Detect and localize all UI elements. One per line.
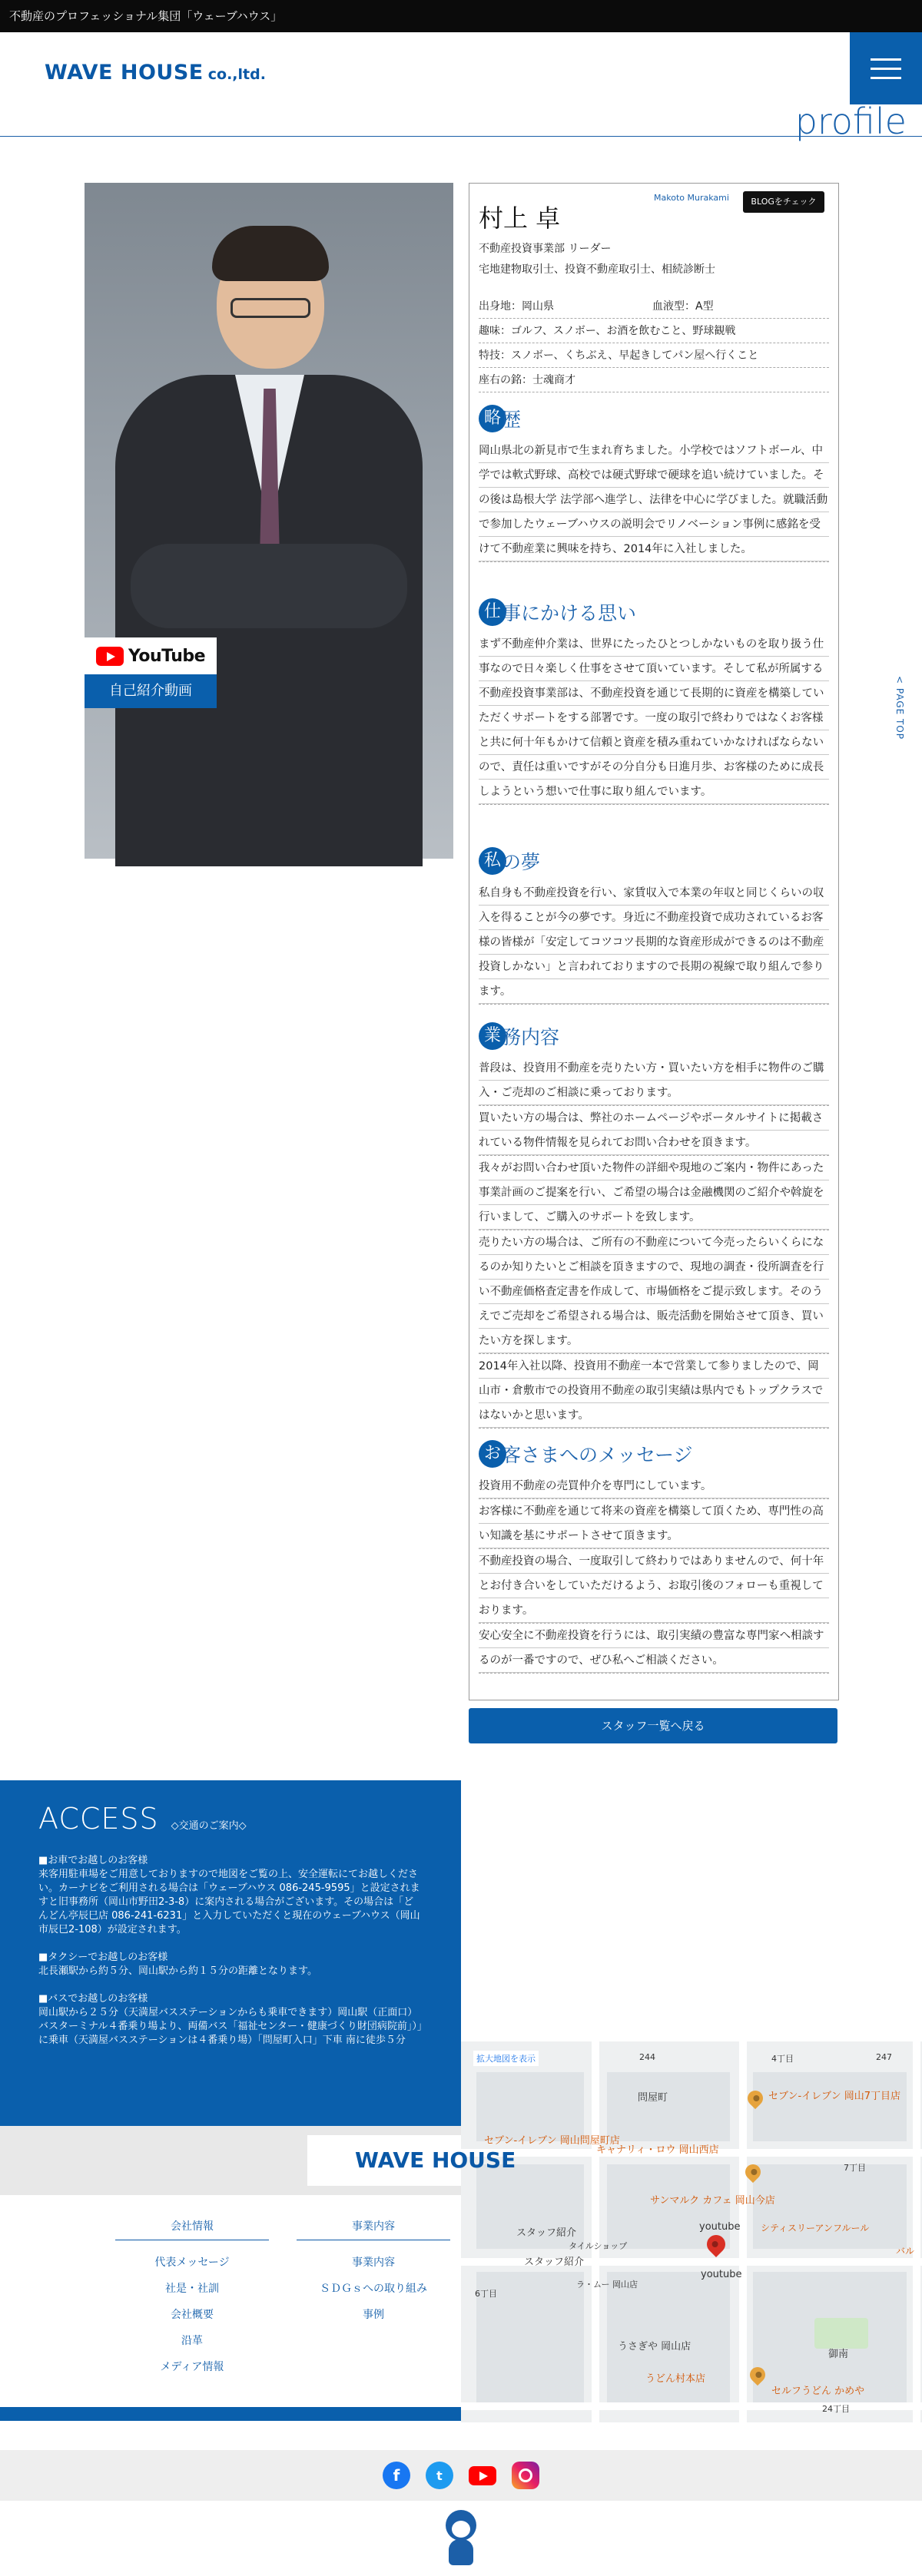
section-paragraph: 不動産投資の場合、一度取引して終わりではありませんので、何十年とお付き合いをしていただけるよう、お取引後のフォローも重視しております。: [479, 1549, 829, 1624]
access-bus-heading: ■バスでお越しのお客様: [38, 1993, 148, 2005]
fact-row: [479, 343, 829, 368]
footer-link[interactable]: 代表メッセージ: [154, 2256, 230, 2269]
footer-link[interactable]: 会社概要: [171, 2309, 214, 2321]
section-heading: [479, 846, 829, 876]
fact-birthplace: 出身地：岡山県: [479, 300, 554, 313]
youtube-wordmark: YouTube: [128, 646, 206, 666]
blog-button[interactable]: BLOGをチェック: [743, 191, 824, 213]
footer-business-column: [297, 2218, 450, 2328]
access-heading: [38, 1802, 423, 1836]
google-map[interactable]: [461, 2041, 922, 2422]
map-label: 7丁目: [844, 2163, 866, 2173]
profile-facts: [479, 294, 829, 392]
footer-accent-bar: [0, 2407, 461, 2421]
map-label: セルフうどん かめや: [771, 2386, 865, 2397]
instagram-icon[interactable]: [512, 2462, 539, 2489]
facebook-icon[interactable]: f: [383, 2462, 410, 2489]
heading-circle-char: 業: [479, 1022, 506, 1050]
footer-link[interactable]: 沿革: [181, 2335, 203, 2347]
section-heading: [479, 597, 829, 627]
page-title: profile: [794, 101, 907, 142]
section-work-thoughts: [479, 597, 829, 805]
footer-link[interactable]: 社是・社訓: [165, 2283, 219, 2295]
menu-line-icon: [871, 77, 901, 79]
section-paragraph: 普段は、投資用不動産を売りたい方・買いたい方を相手に物件のご購入・ご売却のご相談に乗っております。: [479, 1056, 829, 1106]
map-label: 問屋町: [638, 2092, 668, 2104]
map-label: キャナリィ・ロウ 岡山西店: [596, 2144, 719, 2156]
map-label: スタッフ紹介: [516, 2227, 577, 2239]
staff-name: 村上 卓: [479, 204, 561, 233]
footer-business-heading[interactable]: 事業内容: [297, 2218, 450, 2240]
map-label: 24丁目: [822, 2404, 850, 2414]
section-paragraph: 我々がお問い合わせ頂いた物件の詳細や現地のご案内・物件にあった事業計画のご提案を行い、ご希望の場合は金融機関のご紹介や斡旋を行いまして、ご購入のサポートを致します。: [479, 1156, 829, 1230]
heading-text: 務内容: [502, 1026, 560, 1048]
section-paragraph: 岡山県北の新見市で生まれ育ちました。小学校ではソフトボール、中学では軟式野球、高校では硬式野球で硬球を追い続けていました。その後は島根大学 法学部へ進学し、法律を中心に学びました。就職活動で参加したウェーブハウスの説明会でリノベーション事例に感銘を受けて不動産業に興味を持ち、2014年に入社しました。: [479, 439, 829, 562]
fact-motto: 座右の銘：士魂商才: [479, 374, 575, 386]
footer-link[interactable]: メディア情報: [160, 2361, 224, 2373]
fact-row: [479, 368, 829, 392]
access-subtitle: ◇交通のご案内◇: [171, 1820, 247, 1832]
heading-circle-char: 略: [479, 405, 506, 432]
section-paragraph: 私自身も不動産投資を行い、家賃収入で本業の年収と同じくらいの収入を得ることが今の夢です。身近に不動産投資で成功されているお客様の皆様が「安定してコツコツ長期的な資産形成ができるのは不動産投資しかない」と言われておりますので長期の視線で取り組んで参ります。: [479, 881, 829, 1005]
access-taxi-body: 北長瀬駅から約５分、岡山駅から約１５分の距離となります。: [38, 1965, 317, 1977]
fact-blood-type: 血液型：A型: [652, 300, 714, 313]
map-label: バル: [896, 2246, 915, 2256]
section-heading: [479, 403, 829, 434]
photo-hair: [212, 226, 329, 281]
twitter-icon[interactable]: t: [426, 2462, 453, 2489]
section-paragraph: 安心安全に不動産投資を行うには、取引実績の豊富な専門家へ相談するのが一番ですので、ぜひ私へご相談ください。: [479, 1624, 829, 1674]
map-label: youtube: [699, 2221, 741, 2233]
map-label: 6丁目: [475, 2289, 497, 2299]
hamburger-menu-button[interactable]: [850, 32, 922, 104]
youtube-icon: [96, 647, 124, 666]
menu-line-icon: [871, 68, 901, 70]
intro-video-caption: 自己紹介動画: [85, 674, 217, 708]
fact-row: [479, 294, 829, 319]
map-label: youtube: [701, 2269, 742, 2280]
access-title: ACCESS: [38, 1802, 159, 1836]
footer-logo[interactable]: WAVE HOUSE: [307, 2135, 461, 2186]
heading-circle-char: お: [479, 1440, 506, 1468]
section-paragraph: 売りたい方の場合は、ご所有の不動産について今売ったらいくらになるのか知りたいとご相談を頂きますので、現地の調査・役所調査を行い不動産価格査定書を作成して、市場価格をご提示致します。そのうえでご売却をご希望される場合は、販売活動を開始させて頂き、買いたい方を探します。: [479, 1230, 829, 1354]
youtube-icon[interactable]: [469, 2462, 496, 2489]
access-car-body: 来客用駐車場をご用意しておりますので地図をご覧の上、安全運転にてお越しください。カーナビをご利用される場合は「ウェーブハウス 086-245-9595」と設定されますと旧事務所（岡山市野田2-3-8）に案内される場合がございます。その場合は「どんどん亭辰巳店 086-241-6231」と入力していただくと現在のウェーブハウス（岡山市辰巳2-108）が設定されます。: [38, 1869, 420, 1935]
youtube-badge: [85, 637, 217, 674]
heading-circle-char: 私: [479, 847, 506, 875]
section-dream: [479, 846, 829, 1005]
profile-card: [469, 183, 839, 1700]
access-section: [0, 1780, 461, 2126]
section-heading: [479, 1439, 829, 1469]
map-label: セブン-イレブン 岡山7丁目店: [768, 2091, 901, 2102]
intro-video-link[interactable]: [85, 637, 217, 708]
access-bus-body: 岡山駅から２５分（天満屋バスステーションからも乗車できます）岡山駅（正面口）バスターミナル４番乗り場より、両備バス「福祉センター・健康づくり財団病院前」）」に乗車（天満屋バスステーションは４番乗り場）「問屋町入口」下車 南に徒歩５分: [38, 2007, 423, 2046]
section-paragraph: まず不動産仲介業は、世界にたったひとつしかないものを取り扱う仕事なので日々楽しく仕事をさせて頂いています。そして私が所属する不動産投資事業部は、不動産投資を通じて長期的に資産を構築していただくサポートをする部署です。一度の取引で終わりではなくお客様と共に何十年もかけて信頼と資産を積み重ねていかなければならないので、責任は重いですがその分自分も日進月歩、お客様のために成長しようという想いで仕事に取り組んでいます。: [479, 632, 829, 805]
heading-text: 歴: [502, 409, 522, 431]
map-label: 4丁目: [771, 2054, 794, 2064]
logo-suffix: co.,ltd.: [207, 66, 266, 83]
top-announcement-bar: 不動産のプロフェッショナル集団「ウェーブハウス」: [0, 0, 922, 32]
photo-glasses: [230, 298, 310, 318]
footer-link[interactable]: ＳＤＧｓへの取り組み: [320, 2283, 427, 2295]
page-top-link[interactable]: < PAGE TOP: [894, 676, 905, 740]
map-label: 御南: [828, 2349, 849, 2360]
footer-company-heading[interactable]: 会社情報: [115, 2218, 269, 2240]
map-label: ラ・ムー 岡山店: [576, 2280, 638, 2290]
map-label: サンマルク カフェ 岡山今店: [650, 2195, 775, 2207]
map-label: うどん村本店: [645, 2373, 706, 2385]
map-label: セブン-イレブン 岡山問屋町店: [484, 2135, 620, 2147]
name-romaji: Makoto Murakami: [654, 193, 729, 203]
fact-hobby: 趣味：ゴルフ、スノボー、お酒を飲むこと、野球観戦: [479, 325, 736, 337]
map-label: 247: [876, 2052, 892, 2062]
map-label: うさぎや 岡山店: [618, 2341, 692, 2353]
heading-text: 事にかける思い: [502, 602, 637, 624]
site-header: [0, 32, 922, 142]
menu-line-icon: [871, 58, 901, 61]
map-expand-link[interactable]: 拡大地図を表示: [473, 2051, 539, 2066]
map-label: 244: [639, 2052, 655, 2062]
map-label: スタッフ紹介: [524, 2256, 585, 2268]
map-label: タイルショップ: [569, 2241, 628, 2251]
staff-licenses: 宅地建物取引士、投資不動産取引士、相続診断士: [479, 263, 715, 276]
section-history: [479, 403, 829, 562]
heading-text: 客さまへのメッセージ: [502, 1444, 693, 1466]
section-message: [479, 1439, 829, 1674]
back-to-staff-list-button[interactable]: スタッフ一覧へ戻る: [469, 1708, 837, 1743]
access-taxi-heading: ■タクシーでお越しのお客様: [38, 1952, 168, 1963]
fact-skill: 特技：スノボー、くちぶえ、早起きしてパン屋へ行くこと: [479, 349, 759, 362]
site-logo[interactable]: [45, 58, 266, 84]
section-paragraph: 2014年入社以降、投資用不動産一本で営業して参りましたので、岡山市・倉敷市での投資用不動産の取引実績は県内でもトップクラスではないかと思います。: [479, 1354, 829, 1429]
map-label: シティスリーアンフルール: [761, 2223, 870, 2233]
section-business: [479, 1021, 829, 1429]
section-heading: [479, 1021, 829, 1051]
section-paragraph: 投資用不動産の売買仲介を専門にしています。: [479, 1474, 829, 1499]
staff-role: 不動産投資事業部 リーダー: [479, 243, 612, 255]
section-paragraph: お客様に不動産を通じて将来の資産を構築して頂くため、専門性の高い知識を基にサポートさせて頂きます。: [479, 1499, 829, 1549]
access-car-heading: ■お車でお越しのお客様: [38, 1855, 148, 1866]
photo-arms: [131, 544, 407, 628]
logo-text: WAVE HOUSE: [45, 61, 204, 84]
social-links: [0, 2450, 922, 2501]
footer-link[interactable]: 事業内容: [352, 2256, 395, 2269]
fact-row: [479, 319, 829, 343]
footer-company-column: [115, 2218, 269, 2380]
mascot-icon: [439, 2505, 483, 2568]
staff-photo: [85, 183, 453, 859]
heading-text: の夢: [502, 851, 541, 873]
footer-link[interactable]: 事例: [363, 2309, 384, 2321]
section-paragraph: 買いたい方の場合は、弊社のホームページやポータルサイトに掲載されている物件情報を見られてお問い合わせを頂きます。: [479, 1106, 829, 1156]
heading-circle-char: 仕: [479, 598, 506, 626]
